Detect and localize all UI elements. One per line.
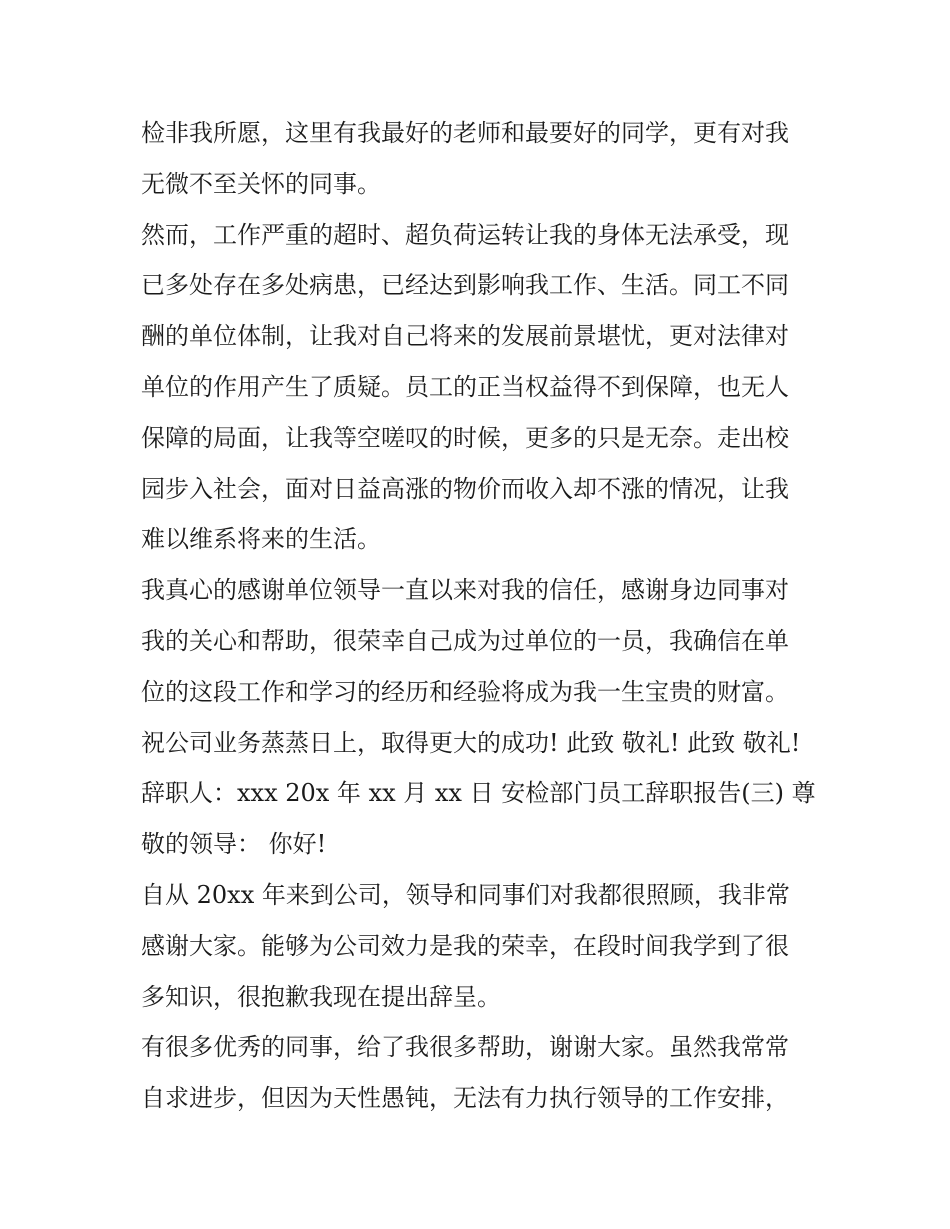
text-line: 感谢大家。能够为公司效力是我的荣幸，在段时间我学到了很 <box>141 931 789 960</box>
text-line: 酬的单位体制，让我对自己将来的发展前景堪忧，更对法律对 <box>141 322 789 351</box>
text-line: 保障的局面，让我等空嗟叹的时候，更多的只是无奈。走出校 <box>141 423 789 452</box>
text-line: 辞职人：xxx 20x 年 xx 月 xx 日 安检部门员工辞职报告(三) 尊 <box>141 779 816 808</box>
text-line: 单位的作用产生了质疑。员工的正当权益得不到保障，也无人 <box>141 372 789 401</box>
document-body <box>141 108 821 1124</box>
text-line: 自求进步，但因为天性愚钝，无法有力执行领导的工作安排， <box>141 1084 789 1113</box>
text-line: 难以维系将来的生活。 <box>141 525 381 554</box>
text-line: 已多处存在多处病患，已经达到影响我工作、生活。同工不同 <box>141 271 789 300</box>
text-line: 然而，工作严重的超时、超负荷运转让我的身体无法承受，现 <box>141 220 789 249</box>
text-line: 自从 20xx 年来到公司，领导和同事们对我都很照顾，我非常 <box>141 880 790 909</box>
text-line: 位的这段工作和学习的经历和经验将成为我一生宝贵的财富。 <box>141 677 789 706</box>
text-line: 检非我所愿，这里有我最好的老师和最要好的同学，更有对我 <box>141 119 789 147</box>
text-line: 无微不至关怀的同事。 <box>141 169 381 198</box>
text-line: 祝公司业务蒸蒸日上，取得更大的成功! 此致 敬礼! 此致 敬礼! <box>141 728 801 757</box>
text-line: 敬的领导： 你好! <box>141 830 327 859</box>
text-line: 我的关心和帮助，很荣幸自己成为过单位的一员，我确信在单 <box>141 626 789 655</box>
text-line: 我真心的感谢单位领导一直以来对我的信任，感谢身边同事对 <box>141 576 789 605</box>
text-line: 多知识，很抱歉我现在提出辞呈。 <box>141 982 501 1011</box>
text-line: 园步入社会，面对日益高涨的物价而收入却不涨的情况，让我 <box>141 474 789 503</box>
text-line: 有很多优秀的同事，给了我很多帮助，谢谢大家。虽然我常常 <box>141 1033 789 1062</box>
